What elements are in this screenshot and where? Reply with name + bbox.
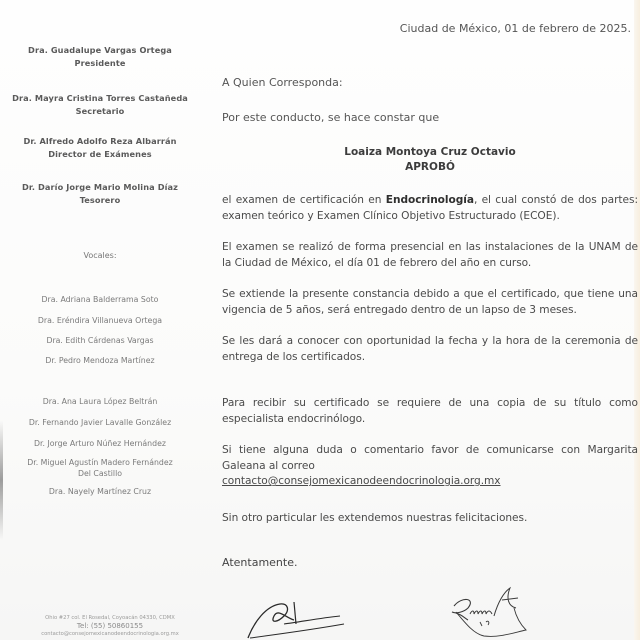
vocales-heading: Vocales: xyxy=(83,251,117,260)
signature-left xyxy=(240,598,350,640)
officer-name: Dra. Mayra Cristina Torres Castañeda xyxy=(12,93,188,103)
officer-role: Tesorero xyxy=(79,195,121,205)
salutation: A Quien Corresponda: xyxy=(222,76,343,89)
exam-result: APROBÓ xyxy=(405,161,455,173)
vocal-member: Dr. Pedro Mendoza Martínez xyxy=(45,356,155,365)
vocal-member-continued: Del Castillo xyxy=(77,469,123,478)
officer-role: Secretario xyxy=(75,106,125,116)
officer-role: Director de Exámenes xyxy=(48,149,152,159)
vocal-member: Dra. Adriana Balderrama Soto xyxy=(41,295,159,304)
intro-line: Por este conducto, se hace constar que xyxy=(222,111,440,124)
officer-name: Dr. Darío Jorge Mario Molina Díaz xyxy=(21,182,178,192)
footer-email: contacto@consejomexicanodeendocrinologia.org.mx xyxy=(41,631,179,637)
contact-paragraph xyxy=(222,443,638,490)
officer-name: Dr. Alfredo Adolfo Reza Albarrán xyxy=(23,136,177,146)
closing-paragraph: Sin otro particular les extendemos nuestras felicitaciones. xyxy=(222,512,528,524)
vocal-member: Dra. Eréndira Villanueva Ortega xyxy=(37,316,163,325)
ceremony-paragraph: Se les dará a conocer con oportunidad la fecha y la hora de la ceremonia de entrega de los certificados. xyxy=(222,335,638,363)
requirement-paragraph: Para recibir su certificado se requiere de una copia de su título como especialista endocrinólogo. xyxy=(222,397,638,425)
letterhead-sidebar xyxy=(0,0,200,640)
officer-president xyxy=(0,44,200,70)
validity-paragraph: Se extiende la presente constancia debido a que el certificado, que tiene una vigencia de 5 años, será entregado dentro de un lapso de 3 meses. xyxy=(222,288,638,316)
officer-role: Presidente xyxy=(74,58,126,68)
contact-email-link[interactable]: contacto@consejomexicanodeendocrinologia.org.mx xyxy=(222,475,501,488)
vocal-member: Dra. Ana Laura López Beltrán xyxy=(42,397,158,406)
vocal-member: Dr. Fernando Javier Lavalle González xyxy=(28,418,172,427)
location-paragraph: El examen se realizó de forma presencial en las instalaciones de la UNAM de la Ciudad de México, el día 01 de febrero del año en curso. xyxy=(222,241,638,269)
specialty-name: Endocrinología xyxy=(385,194,474,206)
vocal-member: Dr. Jorge Arturo Núñez Hernández xyxy=(34,439,166,448)
officer-treasurer xyxy=(0,181,200,207)
officer-exam-director xyxy=(0,135,200,161)
awardee-name: Loaiza Montoya Cruz Octavio xyxy=(344,146,516,158)
officer-name: Dra. Guadalupe Vargas Ortega xyxy=(28,45,172,55)
sign-off: Atentamente. xyxy=(222,556,298,569)
contact-text: Si tiene alguna duda o comentario favor de comunicarse con Margarita Galeana al correo xyxy=(222,444,638,472)
awardee-block xyxy=(222,145,638,175)
signature-right xyxy=(444,584,548,640)
footer-phone: Tel: (55) 50860155 xyxy=(76,622,144,630)
vocal-member: Dra. Nayely Martínez Cruz xyxy=(48,487,152,496)
vocal-member: Dr. Miguel Agustín Madero Fernández xyxy=(27,458,173,467)
exam-paragraph-text: el examen de certificación en xyxy=(222,194,386,206)
letterhead-footer xyxy=(20,614,200,638)
vocal-member: Dra. Edith Cárdenas Vargas xyxy=(46,336,154,345)
letter-body xyxy=(222,0,638,640)
exam-paragraph xyxy=(222,193,638,224)
letter-date: Ciudad de México, 01 de febrero de 2025. xyxy=(399,22,631,35)
exam-paragraph-text: , el cual constó de dos partes: examen teórico y Examen Clínico Objetivo Estructurado (ECOE). xyxy=(222,194,638,222)
officer-secretary xyxy=(0,92,200,118)
footer-address: Ohio #27 col. El Rosedal, Coyoacán 04330, CDMX xyxy=(45,615,175,621)
